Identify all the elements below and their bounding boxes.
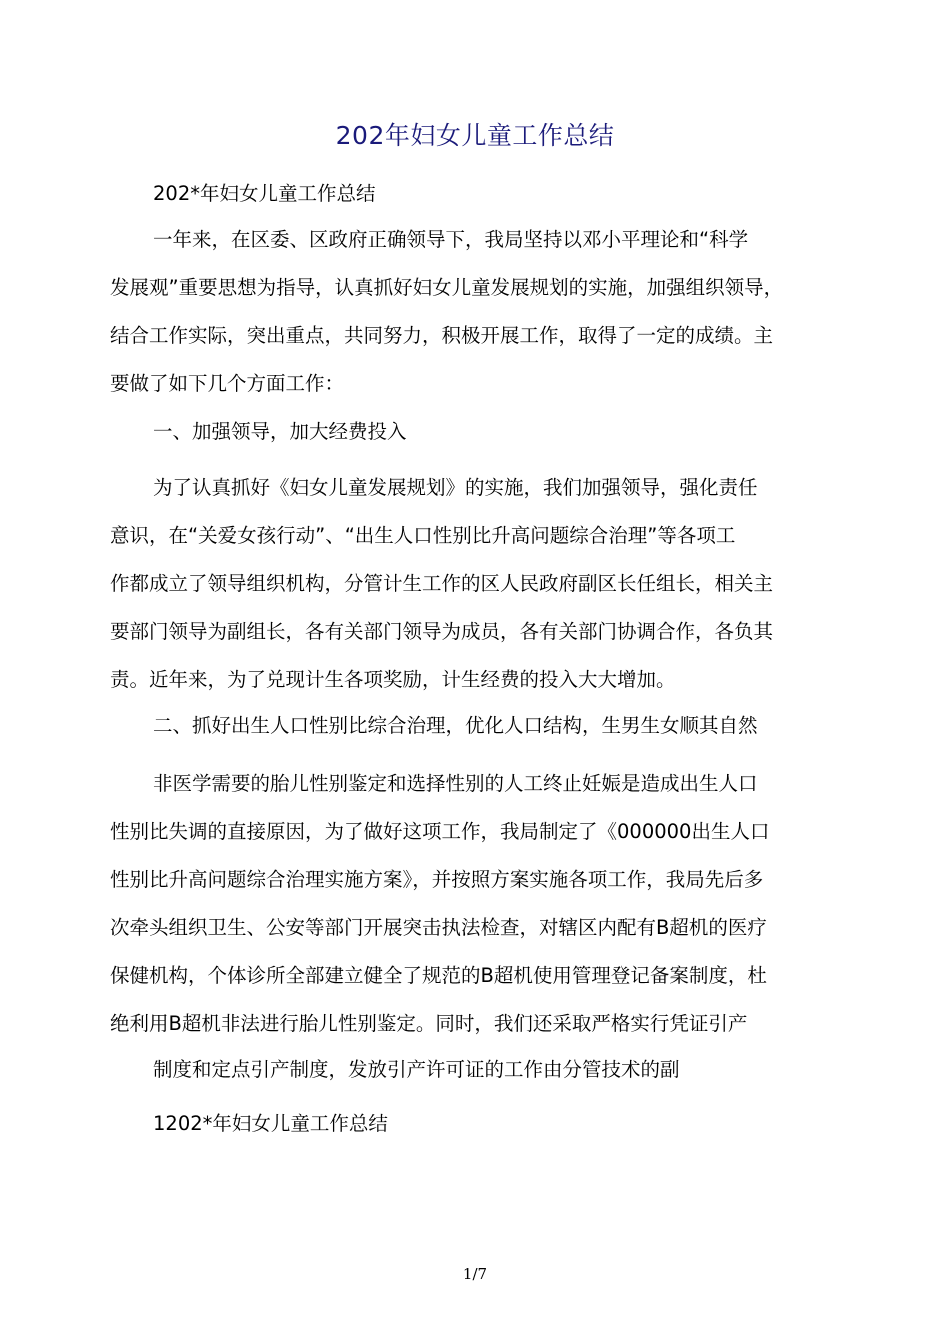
heading-text: 二、抓好出生人口性别比综合治理，优化人口结构，生男生女顺其自然: [153, 714, 758, 737]
paragraph-line: 保健机构，个体诊所全部建立健全了规范的B超机使用管理登记备案制度，杜: [110, 964, 767, 987]
paragraph-line: 结合工作实际，突出重点，共同努力，积极开展工作，取得了一定的成绩。主: [110, 324, 774, 347]
paragraph-line: 要部门领导为副组长，各有关部门领导为成员，各有关部门协调合作，各负其: [110, 620, 774, 643]
paragraph-line: 要做了如下几个方面工作：: [110, 372, 345, 395]
gender-ratio-paragraph: [110, 760, 850, 1048]
subtitle-text: 202*年妇女儿童工作总结: [153, 182, 376, 205]
paragraph-line: 为了认真抓好《妇女儿童发展规划》的实施，我们加强领导，强化责任: [153, 476, 758, 499]
paragraph-line: 作都成立了领导组织机构，分管计生工作的区人民政府副区长任组长，相关主: [110, 572, 774, 595]
paragraph-line: 性别比失调的直接原因，为了做好这项工作，我局制定了《000000出生人口: [110, 820, 770, 843]
paragraph-line: 一年来，在区委、区政府正确领导下，我局坚持以邓小平理论和“科学: [153, 228, 749, 251]
heading-text: 一、加强领导，加大经费投入: [153, 420, 407, 443]
paragraph-line: 制度和定点引产制度，发放引产许可证的工作由分管技术的副: [153, 1058, 680, 1081]
subtitle-paragraph: [110, 170, 850, 218]
paragraph-line: 意识，在“关爱女孩行动”、“出生人口性别比升高问题综合治理”等各项工: [110, 524, 736, 547]
paragraph-line: 非医学需要的胎儿性别鉴定和选择性别的人工终止妊娠是造成出生人口: [153, 772, 758, 795]
document-title: 202年妇女儿童工作总结: [335, 121, 615, 150]
paragraph-line: 发展观”重要思想为指导，认真抓好妇女儿童发展规划的实施，加强组织领导，: [110, 276, 784, 299]
paragraph-line: 绝利用B超机非法进行胎儿性别鉴定。同时，我们还采取严格实行凭证引产: [110, 1012, 748, 1035]
continuation-paragraph: [110, 1046, 850, 1094]
paragraph-line: 性别比升高问题综合治理实施方案》，并按照方案实施各项工作，我局先后多: [110, 868, 764, 891]
paragraph-line: 次牵头组织卫生、公安等部门开展突击执法检查，对辖区内配有B超机的医疗: [110, 916, 767, 939]
section-heading-2: [110, 702, 850, 750]
section-heading-1: [110, 408, 850, 456]
paragraph-line: 责。近年来，为了兑现计生各项奖励，计生经费的投入大大增加。: [110, 668, 676, 691]
page-number: 1/7: [462, 1265, 488, 1283]
footer-title-text: 1202*年妇女儿童工作总结: [153, 1112, 388, 1135]
funding-paragraph: [110, 464, 850, 704]
footer-title-paragraph: [110, 1100, 850, 1148]
intro-paragraph: [110, 216, 850, 408]
